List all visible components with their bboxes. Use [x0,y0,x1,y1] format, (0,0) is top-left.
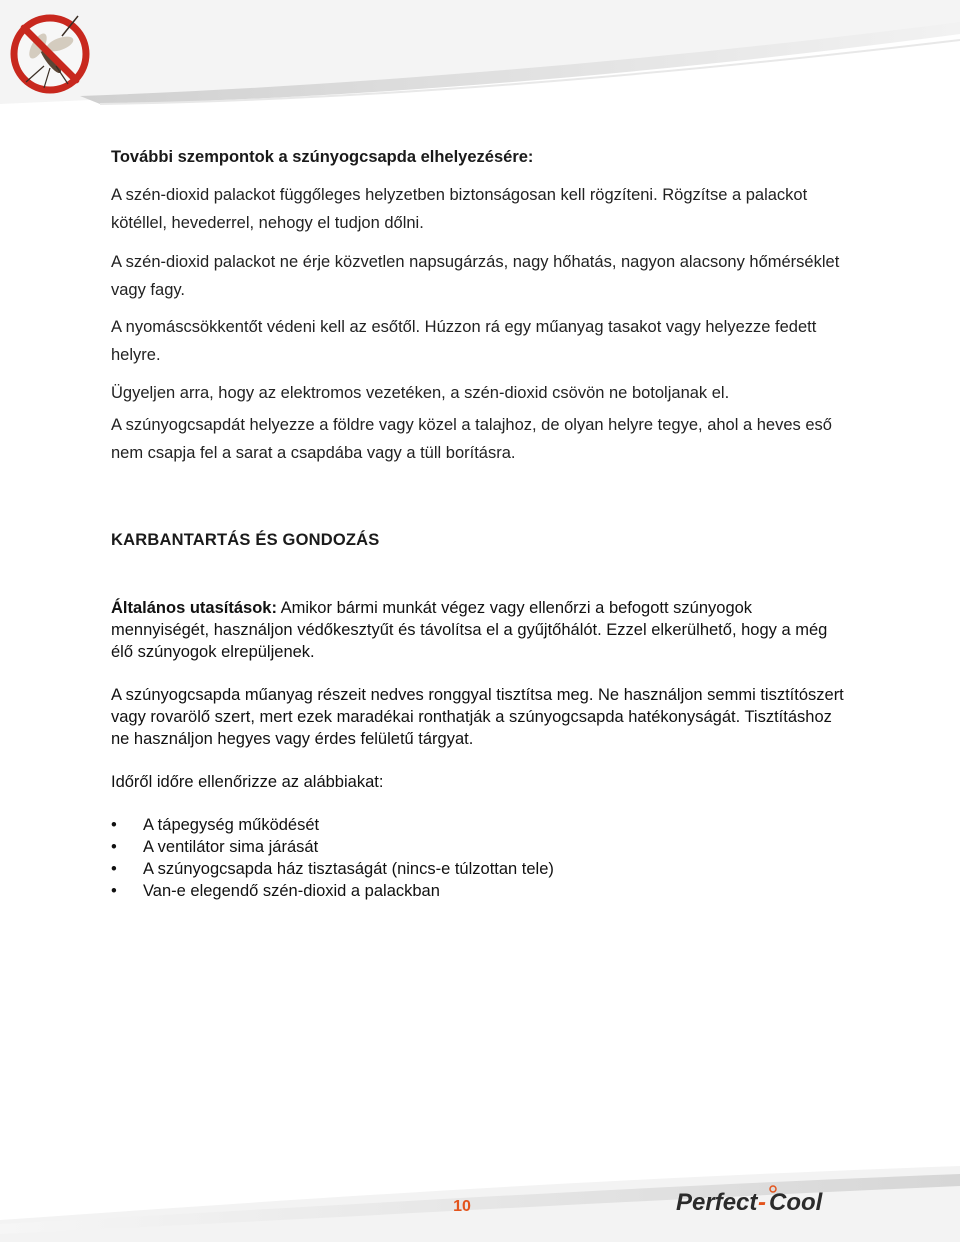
list-item: • Van-e elegendő szén-dioxid a palackban [111,880,554,902]
page-number: 10 [453,1198,471,1215]
list-item: • A szúnyogcsapda ház tisztaságát (nincs-e túlzottan tele) [111,858,554,880]
cleaning-paragraph: A szúnyogcsapda műanyag részeit nedves ronggyal tisztítsa meg. Ne használjon semmi tisztítószert vagy rovarölő szert, mert ezek maradékai ronthatják a szúnyogcsapda hatékonyságát. Tisztításhoz ne használjon hegyes vagy érdes felületű tárgyat. [111,686,844,748]
general-instructions-label: Általános utasítások: [111,599,277,617]
check-list [111,814,554,902]
paragraph-cylinder-fixing: A szén-dioxid palackot függőleges helyzetben biztonságosan kell rögzíteni. Rögzítse a palackot kötéllel, hevederrel, nehogy el tudjon dőlni. [111,186,808,232]
paragraph-sun-exposure: A szén-dioxid palackot ne érje közvetlen napsugárzás, nagy hőhatás, nagyon alacsony hőmérséklet vagy fagy. [111,253,840,299]
no-mosquito-logo [4,6,96,98]
brand-dash: - [758,1189,766,1216]
check-intro: Időről időre ellenőrizze az alábbiakat: [111,773,384,791]
paragraph-tripping-warning: Ügyeljen arra, hogy az elektromos vezetéken, a szén-dioxid csövön ne botoljanak el. [111,384,730,402]
paragraph-placement: A szúnyogcsapdát helyezze a földre vagy közel a talajhoz, de olyan helyre tegye, ahol a heves eső nem csapja fel a sarat a csapdába vagy a tüll borításra. [111,416,832,462]
header-swoosh-graphic [0,0,960,120]
list-item: • A tápegység működését [111,814,554,836]
brand-part2: Cool [769,1189,823,1216]
general-instructions-text: Amikor bármi munkát végez vagy ellenőrzi a befogott szúnyogok mennyiségét, használjon védőkesztyűt és távolítsa el a gyűjtőhálót. Ezzel elkerülhető, hogy a még élő szúnyogok elrepüljenek. [111,599,828,661]
brand-part1: Perfect [676,1189,758,1216]
no-mosquito-icon [4,6,96,98]
maintenance-title: KARBANTARTÁS ÉS GONDOZÁS [111,531,380,549]
list-item: • A ventilátor sima járását [111,836,554,858]
paragraph-regulator-protection: A nyomáscsökkentőt védeni kell az esőtől. Húzzon rá egy műanyag tasakot vagy helyezze fedett helyre. [111,318,817,364]
brand-logo [674,1180,834,1220]
general-instructions-paragraph [111,597,851,663]
perfect-cool-logo [674,1180,834,1220]
section-title: További szempontok a szúnyogcsapda elhelyezésére: [111,148,534,166]
header-decoration [0,0,960,120]
